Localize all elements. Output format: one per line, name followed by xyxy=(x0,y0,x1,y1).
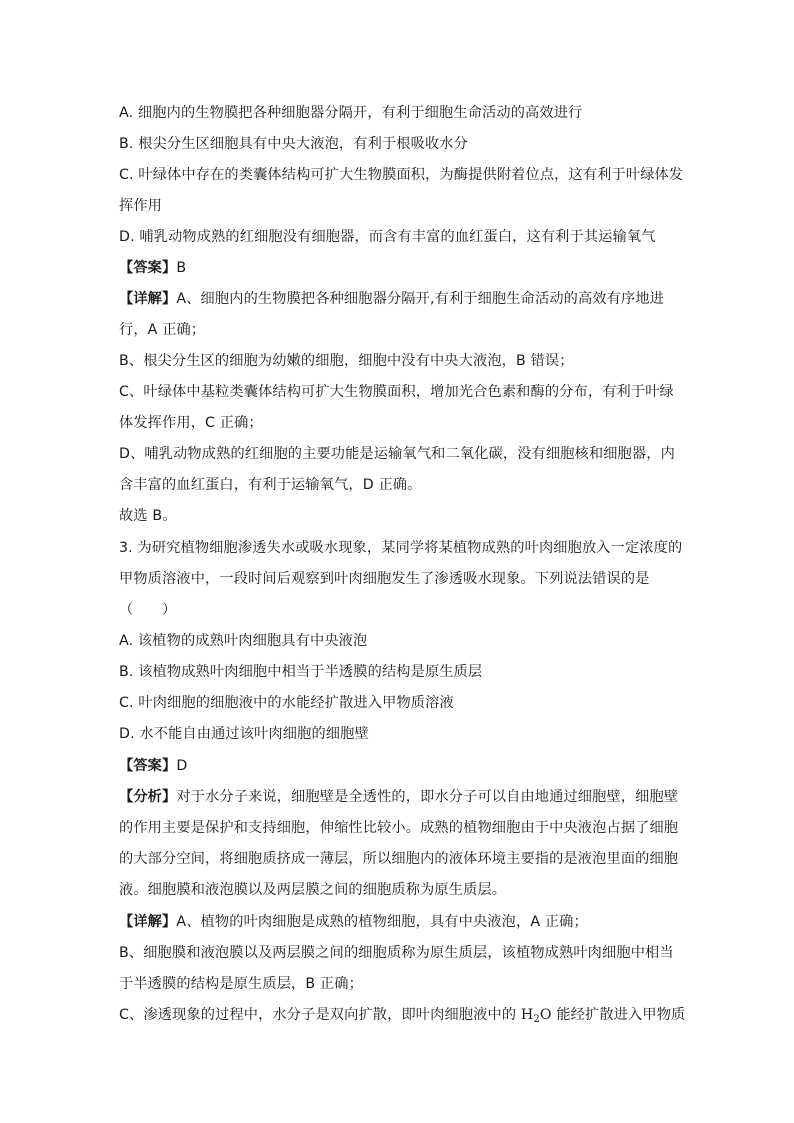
detail-text: A、植物的叶肉细胞是成熟的植物细胞，具有中央液泡，A 正确； xyxy=(176,914,588,930)
chem-subscript: 2 xyxy=(533,1014,540,1025)
q2-detail-line4: C、叶绿体中基粒类囊体结构可扩大生物膜面积，增加光合色素和酶的分布，有利于叶绿 xyxy=(119,384,674,400)
chem-formula-h: H xyxy=(520,1007,534,1023)
q2-detail-line3: B、根尖分生区的细胞为幼嫩的细胞，细胞中没有中央大液泡，B 错误； xyxy=(119,353,574,369)
q2-detail-line7: 含丰富的血红蛋白，有利于运输氧气，D 正确。 xyxy=(119,477,422,493)
detail-text-cont: 能经扩散进入甲物质 xyxy=(551,1007,686,1023)
answer-value: D xyxy=(176,758,188,774)
q3-option-d: D. 水不能自由通过该叶肉细胞的细胞壁 xyxy=(119,726,369,742)
detail-tag: 【详解】 xyxy=(119,914,177,930)
detail-tag: 【详解】 xyxy=(119,291,177,307)
q2-option-d: D. 哺乳动物成熟的红细胞没有细胞器，而含有丰富的血红蛋白，这有利于其运输氧气 xyxy=(119,229,656,245)
detail-text: C、渗透现象的过程中，水分子是双向扩散，即叶肉细胞液中的 xyxy=(119,1007,521,1023)
q2-detail-line6: D、哺乳动物成熟的红细胞的主要功能是运输氧气和二氧化碳，没有细胞核和细胞器，内 xyxy=(119,446,675,462)
q2-option-a: A. 细胞内的生物膜把各种细胞器分隔开，有利于细胞生命活动的高效进行 xyxy=(119,105,583,121)
q3-detail-line1 xyxy=(119,912,679,932)
q3-detail-line3: 于半透膜的结构是原生质层，B 正确； xyxy=(119,976,363,992)
q3-option-c: C. 叶肉细胞的细胞液中的水能经扩散进入甲物质溶液 xyxy=(119,695,454,711)
q2-conclusion: 故选 B。 xyxy=(119,508,177,524)
answer-tag: 【答案】 xyxy=(119,260,177,276)
q3-option-a: A. 该植物的成熟叶肉细胞具有中央液泡 xyxy=(119,633,368,649)
q3-detail-line2: B、细胞膜和液泡膜以及两层膜之间的细胞质称为原生质层，该植物成熟叶肉细胞中相当 xyxy=(119,945,674,961)
q2-answer xyxy=(119,258,679,278)
q3-analysis-line2: 的作用主要是保护和支持细胞，伸缩性比较小。成熟的植物细胞由于中央液泡占据了细胞 xyxy=(119,820,679,836)
analysis-tag: 【分析】 xyxy=(119,789,177,805)
q2-detail-line1 xyxy=(119,289,679,309)
answer-value: B xyxy=(176,260,187,276)
q2-option-c-line1: C. 叶绿体中存在的类囊体结构可扩大生物膜面积，为酶提供附着位点，这有利于叶绿体发 xyxy=(119,167,684,183)
q3-stem-blank: （ ） xyxy=(119,602,177,618)
q3-analysis-line3: 的大部分空间，将细胞质挤成一薄层，所以细胞内的液体环境主要指的是液泡里面的细胞 xyxy=(119,851,679,867)
analysis-text: 对于水分子来说，细胞壁是全透性的，即水分子可以自由地通过细胞壁，细胞壁 xyxy=(176,789,679,805)
q3-analysis-line1 xyxy=(119,787,679,807)
q2-option-b: B. 根尖分生区细胞具有中央大液泡，有利于根吸收水分 xyxy=(119,136,468,152)
q2-detail-line2: 行，A 正确； xyxy=(119,322,206,338)
q3-option-b: B. 该植物成熟叶肉细胞中相当于半透膜的结构是原生质层 xyxy=(119,664,483,680)
detail-text: A、细胞内的生物膜把各种细胞器分隔开,有利于细胞生命活动的高效有序地进 xyxy=(176,291,665,307)
q2-option-c-line2: 挥作用 xyxy=(119,198,163,214)
q3-answer xyxy=(119,756,679,776)
chem-formula-o: O xyxy=(539,1007,552,1023)
q3-detail-line4 xyxy=(119,1005,686,1030)
q3-analysis-line4: 液。细胞膜和液泡膜以及两层膜之间的细胞质称为原生质层。 xyxy=(119,882,507,898)
q2-detail-line5: 体发挥作用，C 正确； xyxy=(119,415,263,431)
q3-stem-line1: 3. 为研究植物细胞渗透失水或吸水现象，某同学将某植物成熟的叶肉细胞放入一定浓度的 xyxy=(119,540,683,556)
answer-tag: 【答案】 xyxy=(119,758,177,774)
q3-stem-line2: 甲物质溶液中，一段时间后观察到叶肉细胞发生了渗透吸水现象。下列说法错误的是 xyxy=(119,571,650,587)
